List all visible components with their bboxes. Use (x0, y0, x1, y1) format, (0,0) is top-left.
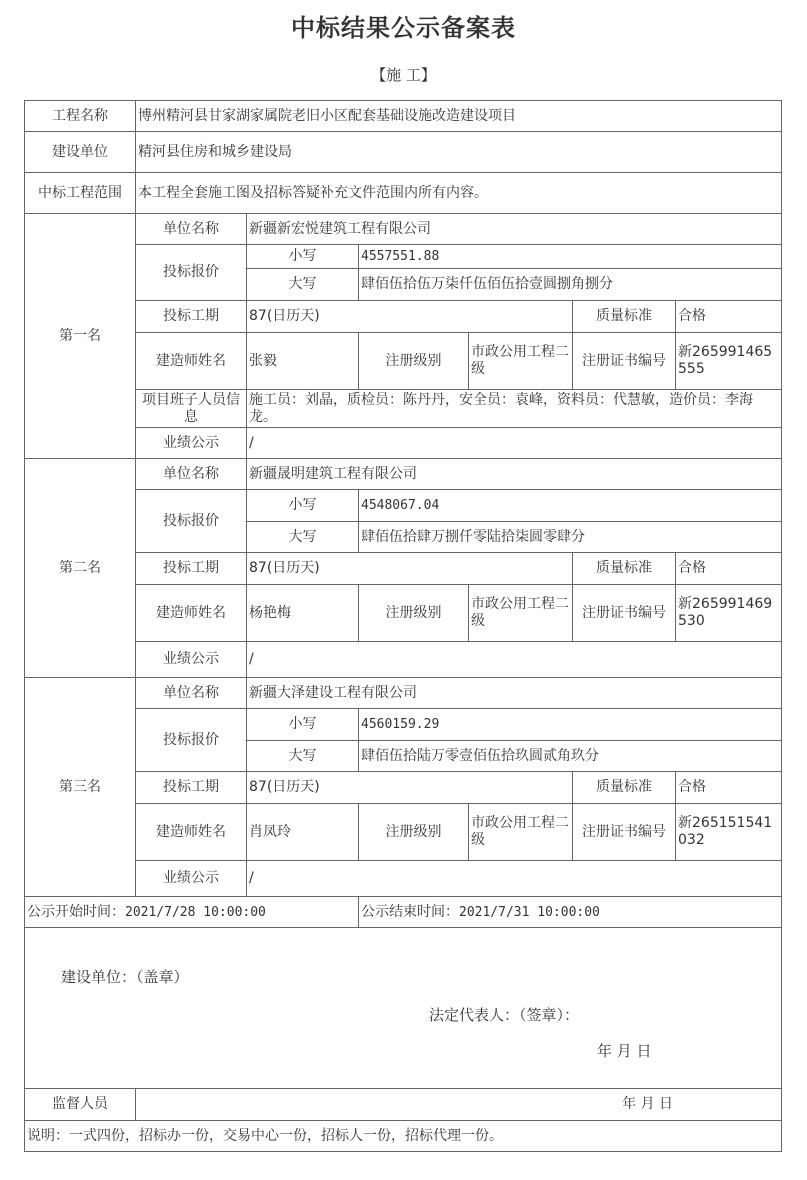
end-time: 2021/7/31 10:00:00 (459, 904, 600, 920)
rank3-level: 市政公用工程二级 (469, 804, 573, 861)
rank1-unit-row (25, 214, 782, 245)
engineer-label: 建造师姓名 (136, 585, 247, 642)
lower-label: 小写 (247, 709, 359, 741)
rank1-quality: 合格 (676, 301, 782, 333)
rank2-unit: 新疆晟明建筑工程有限公司 (247, 459, 782, 490)
rank1-engineer: 张毅 (247, 333, 359, 390)
rank3-price-lower-row (25, 709, 782, 741)
duration-label: 投标工期 (136, 301, 247, 333)
build-unit-seal: 建设单位：（盖章） (61, 968, 189, 986)
reg-level-label: 注册级别 (359, 585, 469, 642)
rank1-cert: 新265991465555 (676, 333, 782, 390)
engineer-label: 建造师姓名 (136, 333, 247, 390)
project-name-value: 博州精河县甘家湖家属院老旧小区配套基础设施改造建设项目 (136, 101, 782, 132)
rank2-duration-row (25, 553, 782, 585)
row-scope (25, 173, 782, 214)
rank1-duration: 87(日历天) (247, 301, 573, 333)
rank3-performance-row (25, 861, 782, 897)
legal-rep-sign: 法定代表人：（签章）： (429, 1006, 580, 1024)
rank3-price-upper: 肆佰伍拾陆万零壹佰伍拾玖圆贰角玖分 (359, 741, 782, 772)
quality-label: 质量标准 (573, 301, 676, 333)
row-builder (25, 132, 782, 173)
publicity-row (25, 897, 782, 928)
rank1-level: 市政公用工程二级 (469, 333, 573, 390)
upper-label: 大写 (247, 741, 359, 772)
rank1-team-row (25, 390, 782, 428)
rank3-engineer-row (25, 804, 782, 861)
note: 说明：一式四份，招标办一份，交易中心一份，招标人一份，招标代理一份。 (25, 1121, 782, 1152)
page-title: 中标结果公示备案表 (291, 14, 516, 42)
rank1-engineer-row (25, 333, 782, 390)
rank1-team: 施工员：刘晶，质检员：陈丹丹，安全员：袁峰，资料员：代慧敏，造价员：李海龙。 (247, 390, 782, 428)
supervisor-label: 监督人员 (25, 1089, 136, 1121)
rank2-performance: / (247, 642, 782, 678)
performance-label: 业绩公示 (136, 428, 247, 459)
record-table (24, 100, 782, 1152)
unit-name-label: 单位名称 (136, 459, 247, 490)
bid-price-label: 投标报价 (136, 245, 247, 301)
start-label: 公示开始时间： (27, 903, 125, 920)
rank3-performance: / (247, 861, 782, 897)
supervisor-row (25, 1089, 782, 1121)
bid-price-label: 投标报价 (136, 709, 247, 772)
project-name-label: 工程名称 (25, 101, 136, 132)
reg-level-label: 注册级别 (359, 333, 469, 390)
upper-label: 大写 (247, 522, 359, 553)
rank3-quality: 合格 (676, 772, 782, 804)
bid-price-label: 投标报价 (136, 490, 247, 553)
signature-date: 年 月 日 (597, 1042, 652, 1060)
performance-label: 业绩公示 (136, 642, 247, 678)
rank1-performance: / (247, 428, 782, 459)
rank1-label: 第一名 (25, 214, 136, 459)
publicity-end (359, 897, 782, 928)
publicity-start (25, 897, 359, 928)
engineer-label: 建造师姓名 (136, 804, 247, 861)
scope-value: 本工程全套施工图及招标答疑补充文件范围内所有内容。 (136, 173, 782, 214)
rank1-performance-row (25, 428, 782, 459)
cert-label: 注册证书编号 (573, 333, 676, 390)
rank2-price-upper: 肆佰伍拾肆万捌仟零陆拾柒圆零肆分 (359, 522, 782, 553)
rank2-cert: 新265991469530 (676, 585, 782, 642)
rank3-unit: 新疆大泽建设工程有限公司 (247, 678, 782, 709)
rank1-price-lower: 4557551.88 (359, 245, 782, 269)
unit-name-label: 单位名称 (136, 214, 247, 245)
supervisor-date: 年 月 日 (136, 1089, 782, 1121)
rank2-price-lower-row (25, 490, 782, 522)
start-time: 2021/7/28 10:00:00 (125, 904, 266, 920)
lower-label: 小写 (247, 490, 359, 522)
rank1-duration-row (25, 301, 782, 333)
performance-label: 业绩公示 (136, 861, 247, 897)
end-label: 公示结束时间： (361, 903, 459, 920)
scope-label: 中标工程范围 (25, 173, 136, 214)
rank3-price-lower: 4560159.29 (359, 709, 782, 741)
cert-label: 注册证书编号 (573, 804, 676, 861)
rank3-cert: 新265151541032 (676, 804, 782, 861)
rank1-price-upper: 肆佰伍拾伍万柒仟伍佰伍拾壹圆捌角捌分 (359, 269, 782, 301)
row-project-name (25, 101, 782, 132)
cert-label: 注册证书编号 (573, 585, 676, 642)
rank1-unit: 新疆新宏悦建筑工程有限公司 (247, 214, 782, 245)
duration-label: 投标工期 (136, 772, 247, 804)
section-subtitle: 【施 工】 (371, 66, 436, 84)
unit-name-label: 单位名称 (136, 678, 247, 709)
rank2-engineer: 杨艳梅 (247, 585, 359, 642)
rank2-duration: 87(日历天) (247, 553, 573, 585)
rank3-label: 第三名 (25, 678, 136, 897)
rank2-label: 第二名 (25, 459, 136, 678)
builder-value: 精河县住房和城乡建设局 (136, 132, 782, 173)
rank2-quality: 合格 (676, 553, 782, 585)
rank2-level: 市政公用工程二级 (469, 585, 573, 642)
rank2-engineer-row (25, 585, 782, 642)
reg-level-label: 注册级别 (359, 804, 469, 861)
duration-label: 投标工期 (136, 553, 247, 585)
upper-label: 大写 (247, 269, 359, 301)
rank3-engineer: 肖凤玲 (247, 804, 359, 861)
rank2-price-lower: 4548067.04 (359, 490, 782, 522)
rank2-performance-row (25, 642, 782, 678)
quality-label: 质量标准 (573, 772, 676, 804)
rank3-duration: 87(日历天) (247, 772, 573, 804)
rank3-unit-row (25, 678, 782, 709)
signature-row (25, 928, 782, 1089)
note-row (25, 1121, 782, 1152)
team-label: 项目班子人员信息 (136, 390, 247, 428)
rank3-duration-row (25, 772, 782, 804)
builder-label: 建设单位 (25, 132, 136, 173)
rank1-price-lower-row (25, 245, 782, 269)
lower-label: 小写 (247, 245, 359, 269)
signature-cell (25, 928, 782, 1089)
quality-label: 质量标准 (573, 553, 676, 585)
rank2-unit-row (25, 459, 782, 490)
